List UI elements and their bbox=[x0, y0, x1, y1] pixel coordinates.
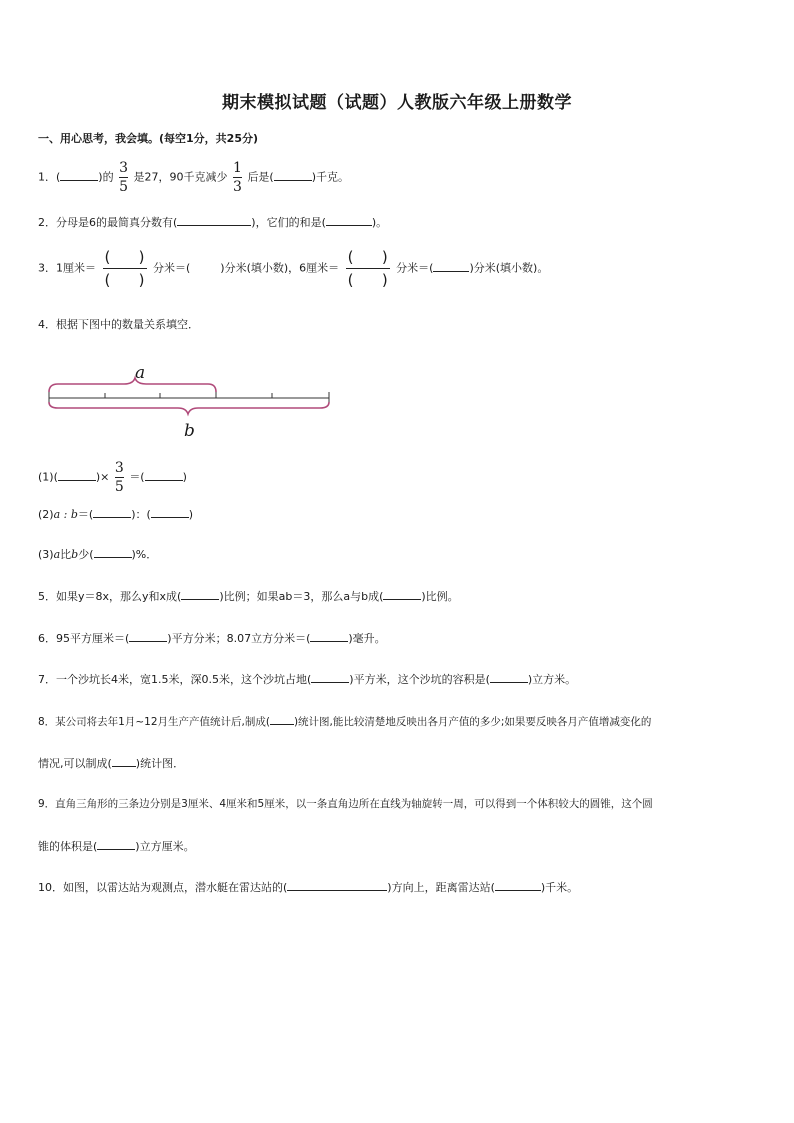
answer-blank[interactable] bbox=[326, 214, 372, 226]
question-9-line-2: 锥的体积是( )立方厘米。 bbox=[38, 840, 195, 853]
answer-blank[interactable] bbox=[129, 630, 167, 642]
answer-blank[interactable] bbox=[60, 169, 98, 181]
answer-blank[interactable] bbox=[274, 169, 312, 181]
answer-blank[interactable] bbox=[287, 879, 387, 891]
fraction: $\frac{3}{5}$ bbox=[114, 460, 124, 495]
answer-blank[interactable] bbox=[94, 546, 132, 558]
question-4: 4．根据下图中的数量关系填空． bbox=[38, 318, 199, 331]
answer-blank[interactable] bbox=[93, 506, 131, 518]
answer-blank[interactable] bbox=[433, 260, 469, 272]
label-b: b bbox=[184, 421, 195, 441]
brace-b bbox=[49, 402, 329, 414]
question-4-part-3: (3)a比b少( )%． bbox=[38, 548, 158, 561]
question-6: 6．95平方厘米＝( )平方分米；8.07立方分米＝( )毫升。 bbox=[38, 632, 386, 645]
segment-diagram bbox=[40, 358, 340, 444]
question-7: 7．一个沙坑长4米，宽1.5米，深0.5米，这个沙坑占地( )平方米，这个沙坑的容积是( )立方米。 bbox=[38, 673, 577, 686]
answer-blank[interactable] bbox=[310, 630, 348, 642]
blank-fraction[interactable]: ( ) ( ) bbox=[347, 248, 388, 289]
question-5: 5．如果y＝8x，那么y和x成( )比例；如果ab＝3，那么a与b成( )比例。 bbox=[38, 590, 459, 603]
question-4-part-1: (1)( )× $\frac{3}{5}$ ＝( ) bbox=[38, 460, 187, 495]
question-2: 2．分母是6的最简真分数有( )，它们的和是( )。 bbox=[38, 216, 388, 229]
answer-blank[interactable] bbox=[151, 506, 189, 518]
answer-blank[interactable] bbox=[97, 838, 135, 850]
answer-blank[interactable] bbox=[145, 469, 183, 481]
question-4-part-2: (2)a : b＝( )：( ) bbox=[38, 508, 194, 521]
blank-fraction[interactable]: ( ) ( ) bbox=[104, 248, 145, 289]
question-8-line-1: 8．某公司将去年1月~12月生产产值统计后,制成( )统计图,能比较清楚地反映出各月产值的多少;如果要反映各月产值增减变化的 bbox=[38, 713, 651, 729]
question-3: 3．1厘米＝ ( ) ( ) 分米＝( )分米(填小数)，6厘米＝ ( ) ( ) 分米＝( )分米(填小数)。 bbox=[38, 248, 549, 289]
fraction: $\frac{1}{3}$ bbox=[233, 160, 242, 195]
fraction: $\frac{3}{5}$ bbox=[119, 160, 129, 195]
answer-blank[interactable] bbox=[177, 214, 251, 226]
brace-a bbox=[49, 378, 216, 392]
page-title: 期末模拟试题（试题）人教版六年级上册数学 bbox=[222, 93, 572, 113]
answer-blank[interactable] bbox=[112, 755, 136, 767]
answer-blank[interactable] bbox=[490, 671, 528, 683]
question-1: 1．( )的 $\frac{3}{5}$ 是27，90千克减少 $\frac{1}{3}$ 后是( )千克。 bbox=[38, 160, 350, 195]
answer-blank[interactable] bbox=[270, 713, 294, 725]
answer-blank[interactable] bbox=[181, 588, 219, 600]
answer-blank[interactable] bbox=[495, 879, 541, 891]
question-10: 10．如图，以雷达站为观测点，潜水艇在雷达站的( )方向上，距离雷达站( )千米。 bbox=[38, 881, 579, 894]
question-9-line-1: 9．直角三角形的三条边分别是3厘米、4厘米和5厘米，以一条直角边所在直线为轴旋转一周，可以得到一个体积较大的圆锥，这个圆 bbox=[38, 798, 653, 810]
section-heading: 一、用心思考，我会填。(每空1分，共25分) bbox=[38, 132, 259, 145]
answer-blank[interactable] bbox=[311, 671, 349, 683]
question-8-line-2: 情况,可以制成( )统计图． bbox=[38, 757, 185, 770]
label-a: a bbox=[135, 363, 146, 383]
answer-blank[interactable] bbox=[58, 469, 96, 481]
answer-blank[interactable] bbox=[383, 588, 421, 600]
